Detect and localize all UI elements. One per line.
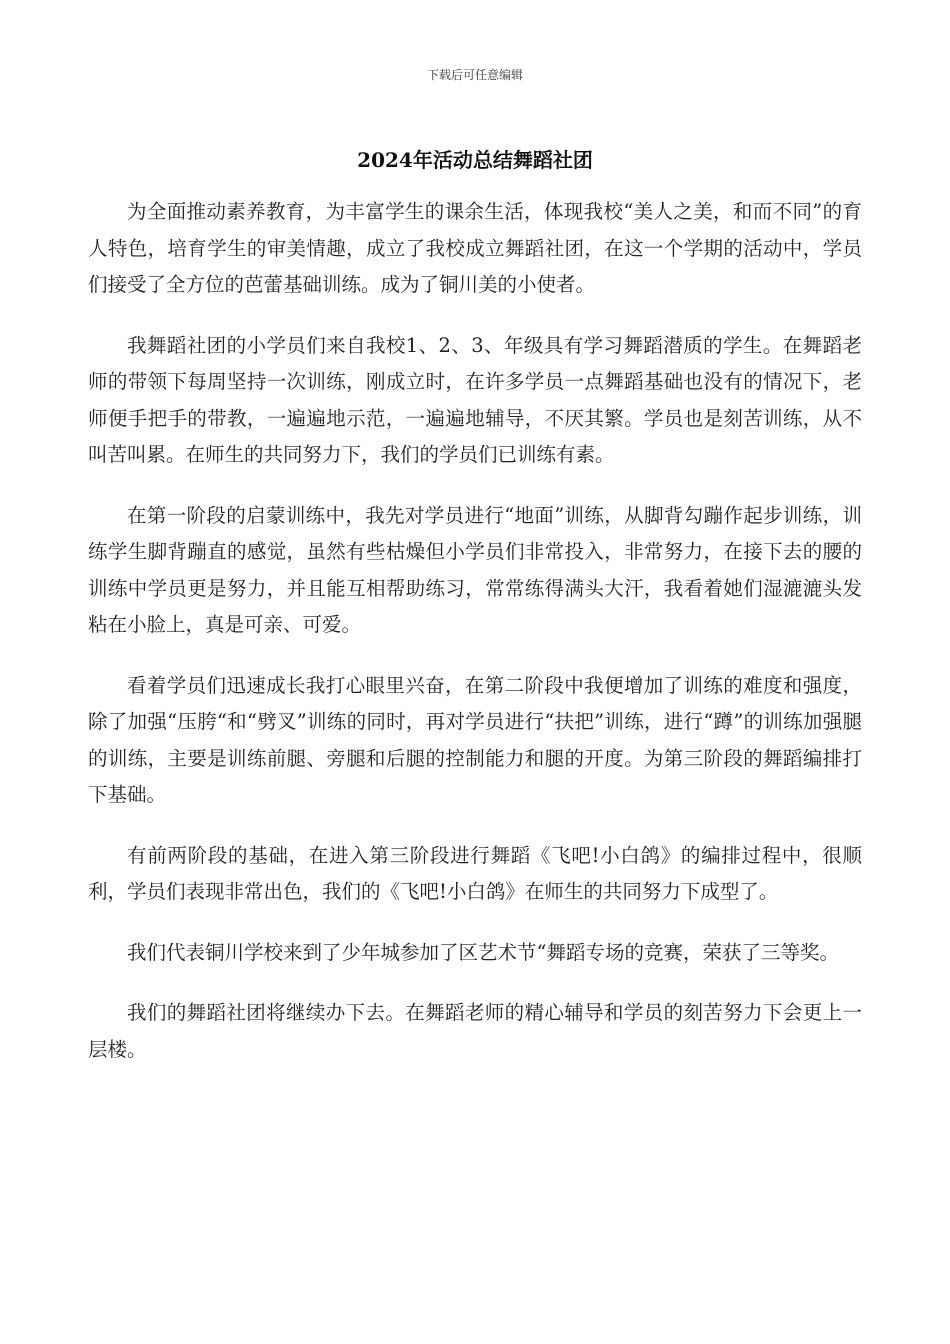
- document-body: [88, 194, 862, 1092]
- paragraph-stage-two: 看着学员们迅速成长我打心眼里兴奋，在第二阶段中我便增加了训练的难度和强度，除了加强“压胯“和“劈叉”训练的同时，再对学员进行“扶把”训练，进行“蹲”的训练加强腿的训练，主要是训练前腿、旁腿和后腿的控制能力和腿的开度。为第三阶段的舞蹈编排打下基础。: [88, 673, 862, 806]
- paragraph-award: 我们代表铜川学校来到了少年城参加了区艺术节“舞蹈专场的竞赛，荣获了三等奖。: [127, 940, 839, 964]
- header-note: 下载后可任意编辑: [426, 68, 523, 82]
- paragraph-stage-three: 有前两阶段的基础，在进入第三阶段进行舞蹈《飞吧!小白鸽》的编排过程中，很顺利，学员们表现非常出色，我们的《飞吧!小白鸽》在师生的共同努力下成型了。: [88, 843, 862, 903]
- paragraph-intro: 为全面推动素养教育，为丰富学生的课余生活，体现我校“美人之美，和而不同”的育人特色，培育学生的审美情趣，成立了我校成立舞蹈社团，在这一个学期的活动中，学员们接受了全方位的芭蕾基础训练。成为了铜川美的小使者。: [88, 200, 862, 296]
- paragraph-conclusion: 我们的舞蹈社团将继续办下去。在舞蹈老师的精心辅导和学员的刻苦努力下会更上一层楼。: [88, 1001, 862, 1061]
- paragraph-members: 我舞蹈社团的小学员们来自我校1、2、3、年级具有学习舞蹈潜质的学生。在舞蹈老师的带领下每周坚持一次训练，刚成立时，在许多学员一点舞蹈基础也没有的情况下，老师便手把手的带教，一遍遍地示范，一遍遍地辅导，不厌其繁。学员也是刻苦训练，从不叫苦叫累。在师生的共同努力下，我们的学员们已训练有素。: [88, 333, 862, 466]
- paragraph-stage-one: 在第一阶段的启蒙训练中，我先对学员进行“地面”训练，从脚背勾蹦作起步训练，训练学生脚背蹦直的感觉，虽然有些枯燥但小学员们非常投入，非常努力，在接下去的腰的训练中学员更是努力，并且能互相帮助练习，常常练得满头大汗，我看着她们湿漉漉头发粘在小脸上，真是可亲、可爱。: [88, 503, 862, 636]
- document-title: 2024年活动总结舞蹈社团: [357, 148, 593, 172]
